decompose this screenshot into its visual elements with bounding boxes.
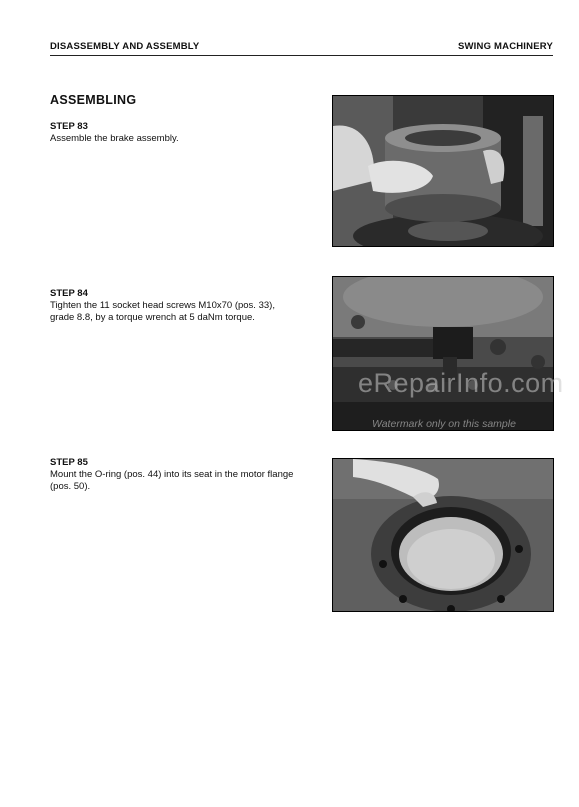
watermark-text: eRepairInfo.com bbox=[358, 368, 564, 398]
header-left-title: DISASSEMBLY AND ASSEMBLY bbox=[50, 41, 200, 52]
step-85 bbox=[50, 457, 315, 493]
header-right-title: SWING MACHINERY bbox=[457, 41, 553, 52]
header-rule bbox=[50, 55, 553, 56]
step-84 bbox=[50, 288, 312, 324]
step-text-line: Tighten the 11 socket head screws M10x70 (pos. 33), bbox=[50, 300, 275, 311]
section-title: ASSEMBLING bbox=[50, 93, 137, 107]
step-label: STEP 84 bbox=[50, 288, 88, 299]
photo-brake-assembly bbox=[332, 95, 554, 247]
running-header bbox=[50, 41, 553, 56]
photo-o-ring bbox=[332, 458, 554, 612]
step-label: STEP 83 bbox=[50, 121, 88, 132]
step-text-line: Mount the O-ring (pos. 44) into its seat in the motor flange bbox=[50, 469, 294, 480]
step-83 bbox=[50, 121, 315, 145]
photo-torque-wrench bbox=[332, 276, 554, 431]
step-text-line: grade 8.8, by a torque wrench at 5 daNm torque. bbox=[50, 312, 255, 323]
step-text-line: (pos. 50). bbox=[50, 481, 91, 492]
step-label: STEP 85 bbox=[50, 457, 88, 468]
step-text: Assemble the brake assembly. bbox=[50, 133, 179, 144]
watermark-subtext: Watermark only on this sample bbox=[372, 418, 516, 430]
